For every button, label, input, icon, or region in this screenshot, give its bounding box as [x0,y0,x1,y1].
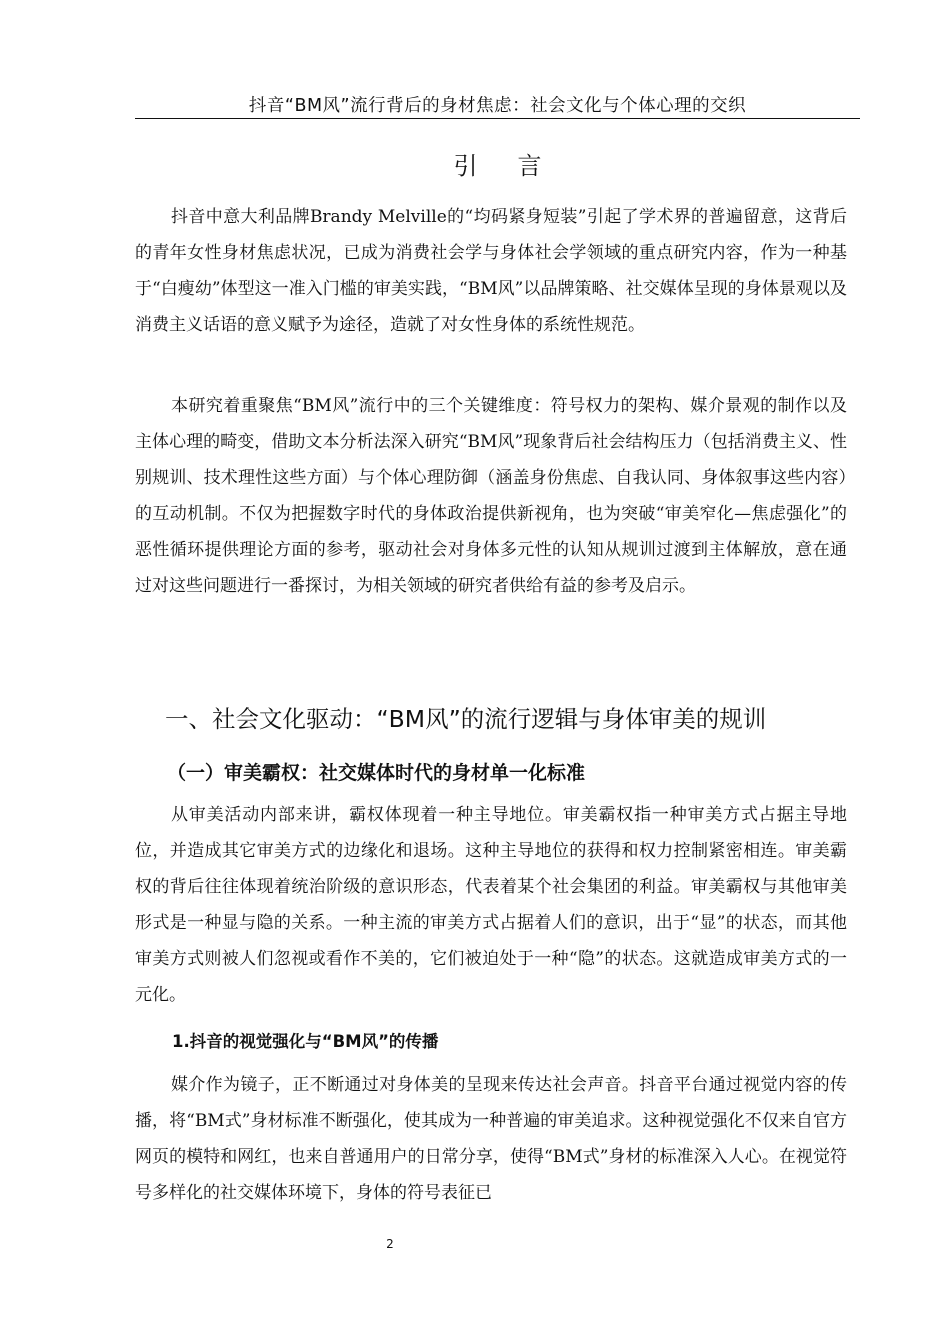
header-rule [135,118,860,119]
running-header: 抖音“BM风”流行背后的身材焦虑：社会文化与个体心理的交织 [248,96,747,116]
section-title-intro: 引言 [453,152,582,180]
subsection-paragraph-1-1: 从审美活动内部来讲，霸权体现着一种主导地位。审美霸权指一种审美方式占据主导地位，并造成其它审美方式的边缘化和退场。这种主导地位的获得和权力控制紧密相连。审美霸权的背后往往体现着统治阶级的意识形态，代表着某个社会集团的利益。审美霸权与其他审美形式是一种显与隐的关系。一种主流的审美方式占据着人们的意识，出于“显”的状态，而其他审美方式则被人们忽视或看作不美的，它们被迫处于一种“隐”的状态。这就造成审美方式的一元化。 [135,805,847,1005]
intro-paragraph-2: 本研究着重聚焦“BM风”流行中的三个关键维度：符号权力的架构、媒介景观的制作以及主体心理的畸变，借助文本分析法深入研究“BM风”现象背后社会结构压力（包括消费主义、性别规训、技术理性这些方面）与个体心理防御（涵盖身份焦虑、自我认同、身体叙事这些内容）的互动机制。不仅为把握数字时代的身体政治提供新视角，也为突破“审美窄化—焦虑强化”的恶性循环提供理论方面的参考，驱动社会对身体多元性的认知从规训过渡到主体解放，意在通过对这些问题进行一番探讨，为相关领域的研究者供给有益的参考及启示。 [135,396,847,596]
page-number: 2 [386,1237,394,1251]
item-paragraph-1: 媒介作为镜子，正不断通过对身体美的呈现来传达社会声音。抖音平台通过视觉内容的传播，将“BM式”身材标准不断强化，使其成为一种普遍的审美追求。这种视觉强化不仅来自官方网页的模特和网红，也来自普通用户的日常分享，使得“BM式”身材的标准深入人心。在视觉符号多样化的社交媒体环境下，身体的符号表征已 [135,1075,847,1203]
subsection-heading-1-1: （一）审美霸权：社交媒体时代的身材单一化标准 [167,762,586,784]
intro-paragraph-1: 抖音中意大利品牌Brandy Melville的“均码紧身短装”引起了学术界的普遍留意，这背后的青年女性身材焦虑状况，已成为消费社会学与身体社会学领域的重点研究内容，作为一种基于“白瘦幼”体型这一准入门槛的审美实践，“BM风”以品牌策略、社交媒体呈现的身体景观以及消费主义话语的意义赋予为途径，造就了对女性身体的系统性规范。 [135,207,847,335]
section-heading-1: 一、社会文化驱动：“BM风”的流行逻辑与身体审美的规训 [165,705,767,733]
item-heading-1: 1.抖音的视觉强化与“BM风”的传播 [172,1032,439,1051]
